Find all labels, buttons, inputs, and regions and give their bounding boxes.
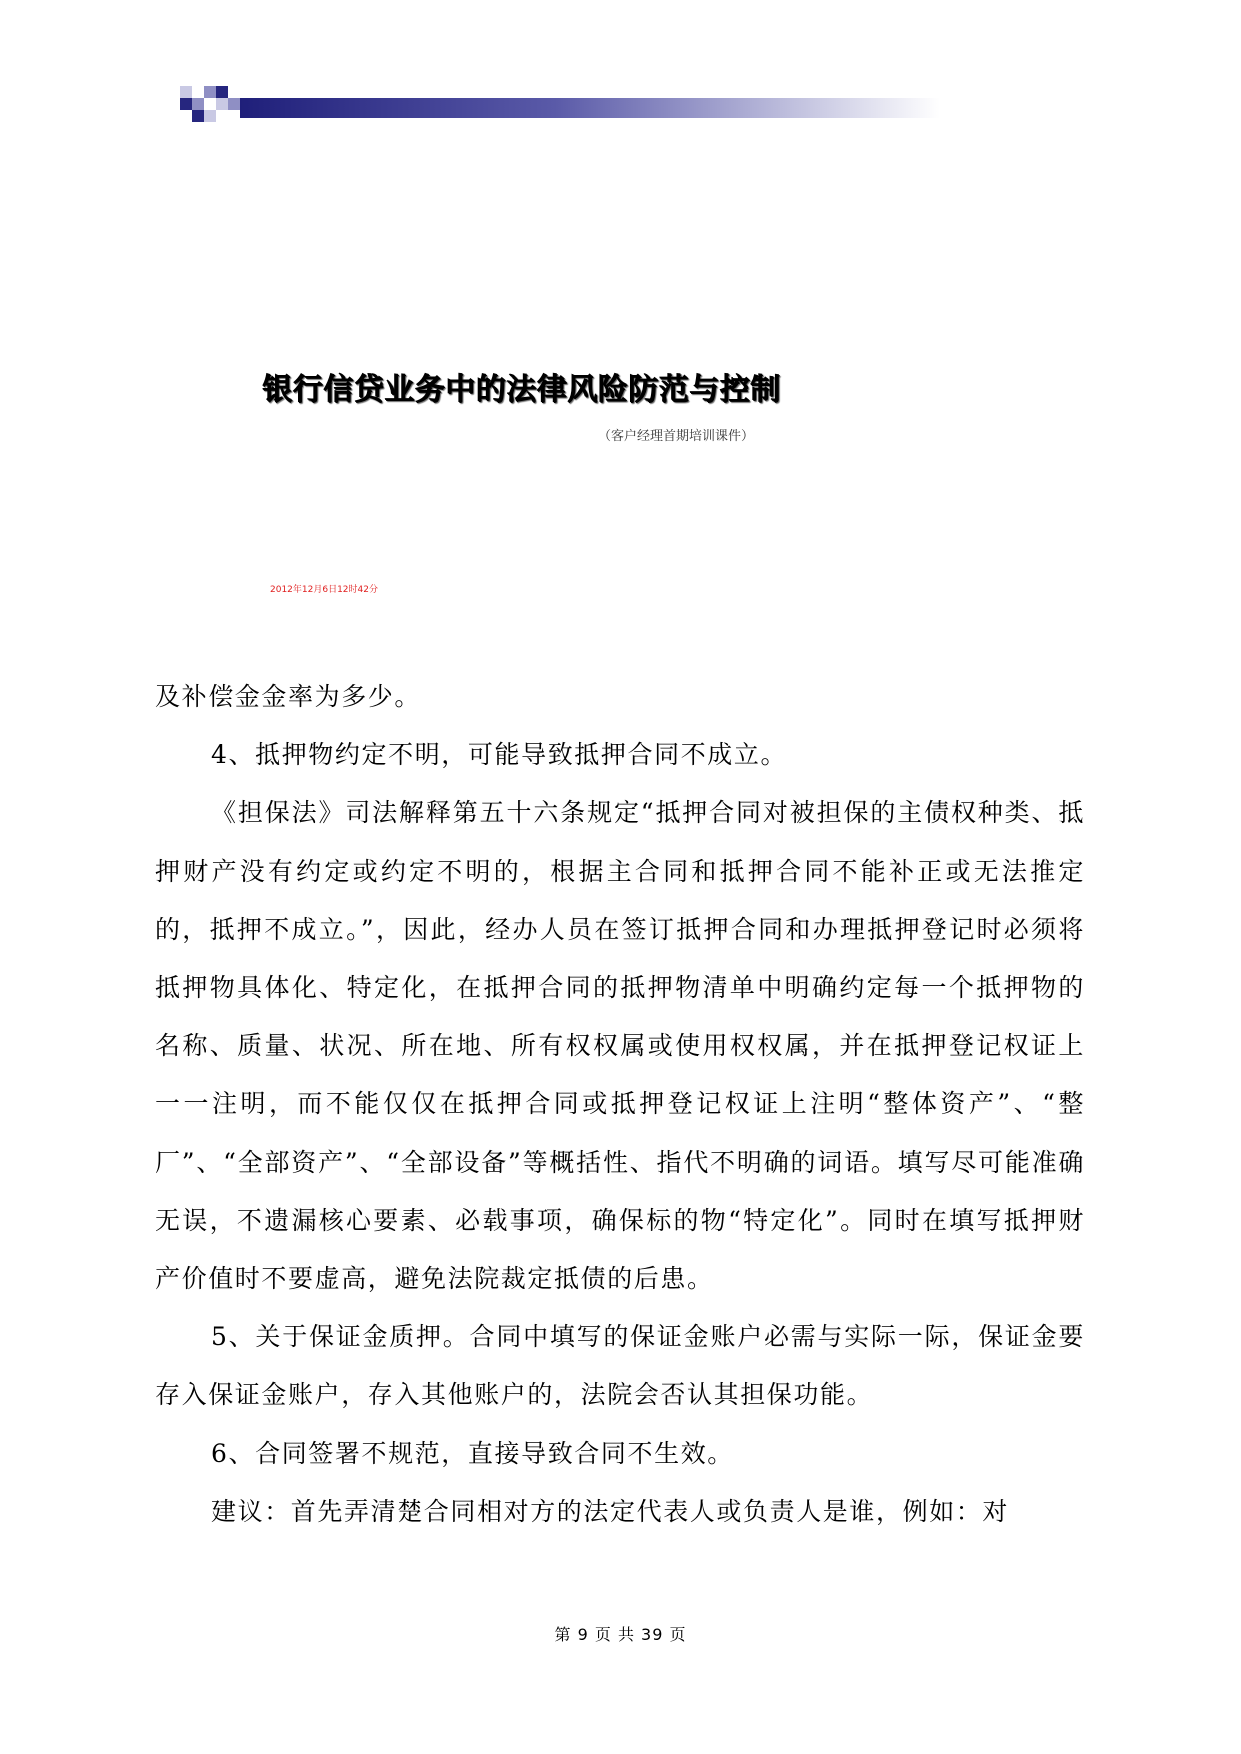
cover-subtitle: （客户经理首期培训课件） (598, 429, 755, 444)
page-footer (0, 1622, 1241, 1645)
header-square (228, 98, 240, 110)
header-square (204, 86, 216, 98)
header-square (192, 98, 204, 110)
paragraph-continuation: 及补偿金金率为多少。 (155, 682, 422, 711)
header-decoration (180, 86, 940, 136)
footer-page-number: 9 (577, 1625, 589, 1644)
header-square (204, 110, 216, 122)
paragraph-item-6: 6、合同签署不规范，直接导致合同不生效。 (211, 1438, 734, 1468)
header-gradient-band (240, 98, 940, 118)
header-square (192, 110, 204, 122)
footer-middle: 页 共 (594, 1625, 635, 1644)
paragraph-item-5: 5、关于保证金质押。合同中填写的保证金账户必需与实际一际，保证金要存入保证金账户，存入其他账户的，法院会否认其担保功能。 (155, 1322, 1085, 1410)
cover-timestamp: 2012年12月6日12时42分 (270, 585, 378, 595)
cover-title: 银行信贷业务中的法律风险防范与控制 (262, 372, 781, 407)
header-square (180, 86, 192, 98)
paragraph-guarantee-law: 《担保法》司法解释第五十六条规定“抵押合同对被担保的主债权种类、抵押财产没有约定或约定不明的，根据主合同和抵押合同不能补正或无法推定的，抵押不成立。”，因此，经办人员在签订抵押合同和办理抵押登记时必须将抵押物具体化、特定化，在抵押合同的抵押物清单中明确约定每一个抵押物的名称、质量、状况、所在地、所有权权属或使用权权属，并在抵押登记权证上一一注明，而不能仅仅在抵押合同或抵押登记权证上注明“整体资产”、“整厂”、“全部资产”、“全部设备”等概括性、指代不明确的词语。填写尽可能准确无误，不遗漏核心要素、必载事项，确保标的物“特定化”。同时在填写抵押财产价值时不要虚高，避免法院裁定抵债的后患。 (155, 798, 1085, 1294)
body-text (155, 668, 1085, 1541)
footer-prefix: 第 (554, 1625, 572, 1644)
footer-suffix: 页 (669, 1625, 687, 1644)
footer-total-pages: 39 (641, 1625, 664, 1644)
header-square (180, 98, 192, 110)
paragraph-suggestion: 建议：首先弄清楚合同相对方的法定代表人或负责人是谁，例如：对 (211, 1496, 1010, 1526)
paragraph-item-4: 4、抵押物约定不明，可能导致抵押合同不成立。 (211, 740, 788, 770)
header-square (216, 86, 228, 98)
header-square (216, 98, 228, 110)
